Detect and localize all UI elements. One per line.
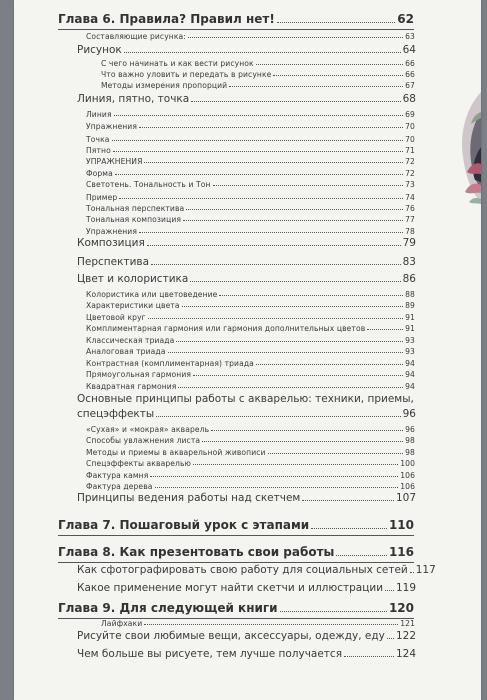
toc-entry[interactable] — [77, 408, 416, 420]
toc-title: Лайфхаки — [101, 619, 143, 628]
toc-title: Линия — [86, 110, 112, 119]
toc-page: 120 — [388, 601, 414, 615]
toc-entry[interactable] — [86, 193, 415, 202]
toc-title: Методы и приемы в акварельной живописи — [86, 448, 266, 457]
dot-leader — [268, 453, 404, 454]
dot-leader — [302, 500, 394, 501]
toc-chapter-7[interactable] — [58, 518, 414, 532]
dot-leader — [193, 464, 398, 465]
toc-page: 91 — [405, 324, 415, 333]
toc-page: 117 — [415, 564, 436, 576]
toc-entry[interactable] — [86, 313, 415, 322]
toc-entry[interactable] — [101, 619, 415, 628]
toc-title: Глава 6. Правила? Правил нет! — [58, 12, 275, 26]
toc-entry[interactable] — [77, 492, 416, 504]
toc-page: 116 — [388, 545, 414, 559]
toc-entry[interactable] — [77, 44, 416, 56]
toc-page: 86 — [402, 273, 416, 285]
toc-entry[interactable] — [86, 301, 415, 310]
toc-page: 100 — [400, 459, 415, 468]
dot-leader — [151, 264, 401, 265]
toc-title: Характеристики цвета — [86, 301, 180, 310]
toc-page: 89 — [405, 301, 415, 310]
toc-entry[interactable] — [86, 157, 415, 166]
toc-page: 67 — [405, 81, 415, 90]
toc-entry[interactable] — [86, 32, 415, 41]
dot-leader — [183, 220, 403, 221]
toc-title: Глава 9. Для следующей книги — [58, 601, 278, 615]
toc-title: Колористика или цветоведение — [86, 290, 218, 299]
toc-page: 110 — [388, 518, 414, 532]
toc-title: Форма — [86, 169, 113, 178]
dot-leader — [385, 590, 394, 591]
toc-title: С чего начинать и как вести рисунок — [101, 59, 254, 68]
toc-page: 74 — [405, 193, 415, 202]
toc-chapter-8[interactable] — [58, 545, 414, 559]
toc-title: Точка — [86, 135, 110, 144]
toc-page: 70 — [405, 122, 415, 131]
toc-page: 93 — [405, 336, 415, 345]
toc-entry[interactable] — [77, 630, 416, 642]
toc-title: Пример — [86, 193, 118, 202]
toc-entry[interactable] — [86, 324, 415, 333]
toc-entry[interactable] — [86, 370, 415, 379]
toc-title: Что важно уловить и передать в рисунке — [101, 70, 272, 79]
toc-entry[interactable] — [101, 81, 415, 90]
dot-leader — [344, 656, 394, 657]
toc-chapter-9[interactable] — [58, 601, 414, 615]
toc-title: Цвет и колористика — [77, 273, 189, 285]
dot-leader — [211, 430, 403, 431]
dot-leader — [190, 281, 400, 282]
toc-title: Перспектива — [77, 256, 150, 268]
toc-title: Чем больше вы рисуете, тем лучше получается — [77, 648, 343, 660]
dot-leader — [186, 209, 403, 210]
dot-leader — [176, 341, 403, 342]
book-page — [14, 0, 481, 700]
toc-page: 66 — [405, 59, 415, 68]
toc-title: Упражнения — [86, 122, 138, 131]
dot-leader — [119, 198, 403, 199]
dot-leader — [124, 52, 401, 53]
toc-title: «Сухая» и «мокрая» акварель — [86, 425, 210, 434]
toc-entry[interactable] — [77, 273, 416, 285]
toc-title: Глава 7. Пошаговый урок с этапами — [58, 518, 310, 532]
dot-leader — [188, 37, 403, 38]
toc-entry[interactable] — [77, 648, 416, 660]
toc-page: 64 — [402, 44, 416, 56]
toc-page: 66 — [405, 70, 415, 79]
toc-title: Аналоговая триада — [86, 347, 166, 356]
dot-leader — [410, 572, 414, 573]
dot-leader — [139, 232, 403, 233]
toc-page: 91 — [405, 313, 415, 322]
toc-title: Рисуйте свои любимые вещи, аксессуары, одежду, еду — [77, 630, 385, 642]
toc-page: 93 — [405, 347, 415, 356]
dot-leader — [168, 352, 404, 353]
toc-entry[interactable] — [86, 290, 415, 299]
dot-leader — [193, 375, 403, 376]
toc-page: 121 — [400, 619, 415, 628]
toc-title: спецэффекты — [77, 408, 155, 420]
dot-leader — [219, 295, 403, 296]
toc-page: 122 — [395, 630, 416, 642]
dot-leader — [144, 624, 398, 625]
dot-leader — [115, 174, 403, 175]
toc-title: Какое применение могут найти скетчи и иллюстрации — [77, 582, 384, 594]
dot-leader — [178, 387, 403, 388]
toc-page: 88 — [405, 290, 415, 299]
toc-title: Контрастная (комплиментарная) триада — [86, 359, 254, 368]
chapter-underline — [58, 535, 414, 536]
toc-page: 70 — [405, 135, 415, 144]
toc-page: 94 — [405, 370, 415, 379]
toc-entry[interactable] — [101, 70, 415, 79]
toc-page: 77 — [405, 215, 415, 224]
toc-entry[interactable] — [86, 436, 415, 445]
toc-entry-line1: Основные принципы работы с акварелью: техники, приемы, — [77, 393, 414, 405]
toc-entry[interactable] — [86, 122, 415, 131]
toc-entry[interactable] — [77, 582, 416, 594]
toc-title: Упражнения — [86, 227, 138, 236]
toc-title: УПРАЖНЕНИЯ — [86, 157, 143, 166]
toc-page: 68 — [402, 93, 416, 105]
dot-leader — [336, 555, 387, 556]
toc-title: Составляющие рисунка: — [86, 32, 186, 41]
dot-leader — [113, 151, 403, 152]
toc-title: Тональная композиция — [86, 215, 182, 224]
toc-entry[interactable] — [86, 382, 415, 391]
dot-leader — [150, 476, 398, 477]
toc-entry[interactable] — [86, 471, 415, 480]
toc-entry[interactable] — [77, 256, 416, 268]
toc-entry[interactable] — [86, 110, 415, 119]
chapter-underline — [58, 562, 414, 563]
toc-page: 72 — [405, 169, 415, 178]
dot-leader — [147, 245, 401, 246]
dot-leader — [112, 140, 404, 141]
toc-page: 78 — [405, 227, 415, 236]
toc-entry[interactable] — [86, 146, 415, 155]
toc-entry[interactable] — [101, 59, 415, 68]
dot-leader — [139, 127, 403, 128]
toc-page: 71 — [405, 146, 415, 155]
toc-title: Классическая триада — [86, 336, 175, 345]
toc-entry[interactable] — [86, 204, 415, 213]
toc-page: 69 — [405, 110, 415, 119]
toc-entry[interactable] — [77, 237, 416, 249]
toc-entry[interactable] — [86, 359, 415, 368]
toc-page: 94 — [405, 382, 415, 391]
toc-page: 96 — [402, 408, 416, 420]
dot-leader — [148, 318, 403, 319]
dot-leader — [256, 364, 403, 365]
toc-title: Как сфотографировать свою работу для социальных сетей — [77, 564, 408, 576]
toc-entry[interactable] — [86, 482, 415, 491]
dot-leader — [280, 611, 387, 612]
toc-entry[interactable] — [86, 425, 415, 434]
toc-title: Фактура камня — [86, 471, 149, 480]
dot-leader — [144, 162, 403, 163]
dot-leader — [387, 638, 394, 639]
toc-page: 96 — [405, 425, 415, 434]
toc-title: Цветовой круг — [86, 313, 146, 322]
watercolor-illustration-fragment — [441, 52, 481, 242]
dot-leader — [155, 487, 399, 488]
dot-leader — [156, 416, 400, 417]
toc-title: Светотень. Тональность и Тон — [86, 180, 211, 189]
toc-title: Глава 8. Как презентовать свои работы — [58, 545, 335, 559]
toc-page: 119 — [395, 582, 416, 594]
toc-page: 79 — [402, 237, 416, 249]
toc-entry[interactable] — [77, 93, 416, 105]
dot-leader — [277, 22, 395, 23]
dot-leader — [114, 115, 404, 116]
toc-entry[interactable] — [86, 215, 415, 224]
toc-page: 73 — [405, 180, 415, 189]
toc-title: Композиция — [77, 237, 145, 249]
toc-title: Спецэффекты акварелью — [86, 459, 192, 468]
toc-chapter-6[interactable] — [58, 12, 414, 26]
dot-leader — [273, 75, 403, 76]
dot-leader — [213, 185, 404, 186]
toc-page: 83 — [402, 256, 416, 268]
dot-leader — [367, 329, 403, 330]
toc-page: 107 — [395, 492, 416, 504]
toc-entry[interactable] — [86, 135, 415, 144]
toc-page: 98 — [405, 436, 415, 445]
dot-leader — [311, 528, 387, 529]
toc-page: 62 — [397, 12, 414, 26]
toc-entry[interactable] — [86, 347, 415, 356]
toc-title: Рисунок — [77, 44, 122, 56]
toc-entry[interactable] — [86, 169, 415, 178]
toc-entry[interactable] — [86, 459, 415, 468]
toc-title: Линия, пятно, точка — [77, 93, 190, 105]
toc-page: 72 — [405, 157, 415, 166]
toc-title: Принципы ведения работы над скетчем — [77, 492, 301, 504]
toc-title: Фактура дерева — [86, 482, 153, 491]
chapter-underline — [58, 29, 414, 30]
toc-entry[interactable] — [86, 180, 415, 189]
toc-page: 63 — [405, 32, 415, 41]
toc-entry[interactable] — [77, 564, 436, 576]
toc-title: Способы увлажнения листа — [86, 436, 201, 445]
dot-leader — [182, 306, 403, 307]
toc-title: Квадратная гармония — [86, 382, 177, 391]
dot-leader — [229, 86, 403, 87]
toc-page: 124 — [395, 648, 416, 660]
dot-leader — [202, 441, 403, 442]
toc-page: 98 — [405, 448, 415, 457]
dot-leader — [191, 101, 400, 102]
toc-title: Методы измерения пропорций — [101, 81, 228, 90]
toc-page: 106 — [400, 471, 415, 480]
toc-page: 106 — [400, 482, 415, 491]
toc-title: Тональная перспектива — [86, 204, 185, 213]
toc-entry[interactable] — [86, 336, 415, 345]
toc-entry[interactable] — [86, 448, 415, 457]
toc-title: Прямоугольная гармония — [86, 370, 192, 379]
toc-page: 76 — [405, 204, 415, 213]
toc-title: Комплиментарная гармония или гармония дополнительных цветов — [86, 324, 366, 333]
toc-title: Пятно — [86, 146, 111, 155]
dot-leader — [256, 64, 403, 65]
toc-page: 94 — [405, 359, 415, 368]
toc-entry[interactable] — [86, 227, 415, 236]
